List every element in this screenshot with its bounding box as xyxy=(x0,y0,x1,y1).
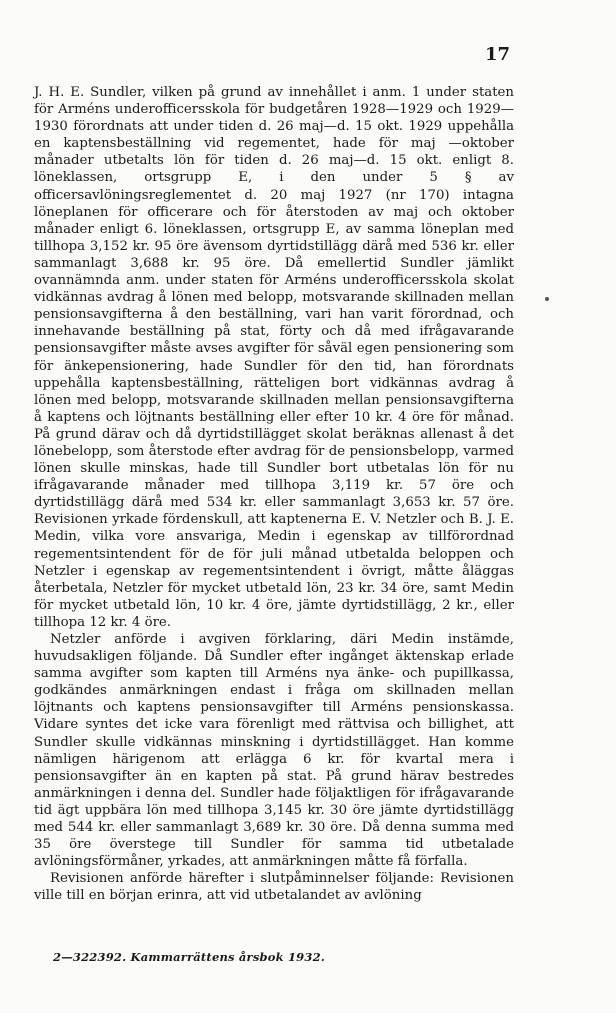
page-number: 17 xyxy=(484,44,510,65)
body-text xyxy=(34,84,514,905)
margin-mark xyxy=(545,297,549,301)
paragraph-1: J. H. E. Sundler, vilken på grund av innehållet i anm. 1 under staten för Arméns underofficersskola för budgetåren 1928—1929 och 1929—1930 förordnats att under tiden d. 26 maj—d. 15 okt. 1929 uppehålla en kaptensbeställning vid regementet, hade för maj —oktober månader utbetalts lön för tiden d. 26 maj—d. 15 okt. enligt 8. löneklassen, ortsgrupp E, i den under 5 § av officersavlöningsreglementet d. 20 maj 1927 (nr 170) intagna löneplanen för officerare och för återstoden av maj och oktober månader enligt 6. löneklassen, ortsgrupp E, av samma löneplan med tillhopa 3,152 kr. 95 öre ävensom dyrtidstillägg därå med 536 kr. eller sammanlagt 3,688 kr. 95 öre. Då emellertid Sundler jämlikt ovannämnda anm. under staten för Arméns underofficersskola skolat vidkännas avdrag å lönen med belopp, motsvarande skillnaden mellan pensionsavgifterna å den beställning, vari han varit förordnad, och innehavande beställning på stat, förty och då med ifrågavarande pensionsavgifter måste avses avgifter för såväl egen pensionering som för änkepensionering, hade Sundler för den tid, han förordnats uppehålla kaptensbeställning, rätteligen bort vidkännas avdrag å lönen med belopp, motsvarande skillnaden mellan pensionsavgifterna å kaptens och löjtnants beställning eller efter 10 kr. 4 öre för månad. På grund därav och då dyrtidstillägget skolat beräknas allenast å det lönebelopp, som återstode efter avdrag för de pensionsbelopp, varmed lönen skulle minskas, hade till Sundler bort utbetalas lön för nu ifrågavarande månader med tillhopa 3,119 kr. 57 öre och dyrtidstillägg därå med 534 kr. eller sammanlagt 3,653 kr. 57 öre. Revisionen yrkade fördenskull, att kaptenerna E. V. Netzler och B. J. E. Medin, vilka vore ansvariga, Medin i egenskap av tillförordnad regementsintendent för de för juli månad utbetalda beloppen och Netzler i egenskap av regementsintendent i övrigt, måtte åläggas återbetala, Netzler för mycket utbetald lön, 23 kr. 34 öre, samt Medin för mycket utbetald lön, 10 kr. 4 öre, jämte dyrtidstillägg, 2 kr., eller tillhopa 12 kr. 4 öre. xyxy=(34,85,514,630)
paragraph-3: Revisionen anförde härefter i slutpåminnelser följande: Revisionen ville till en början erinra, att vid utbetalandet av avlöning xyxy=(34,871,514,904)
page-footer: 2—322392. Kammarrättens årsbok 1932. xyxy=(53,950,325,964)
paragraph-2: Netzler anförde i avgiven förklaring, däri Medin instämde, huvudsakligen följande. Då Sundler efter ingånget äktenskap erlade samma avgifter som kapten till Arméns nya änke- och pupillkassa, godkändes anmärkningen endast i fråga om skillnaden mellan löjtnants och kaptens pensionsavgifter till Arméns pensionskassa. Vidare syntes det icke vara förenligt med rättvisa och billighet, att Sundler skulle vidkännas minskning i dyrtidstillägget. Han komme nämligen härigenom att erlägga 6 kr. för kvartal mera i pensionsavgifter än en kapten på stat. På grund härav bestredes anmärkningen i denna del. Sundler hade följaktligen för ifrågavarande tid ägt uppbära lön med tillhopa 3,145 kr. 30 öre jämte dyrtidstillägg med 544 kr. eller sammanlagt 3,689 kr. 30 öre. Då denna summa med 35 öre överstege till Sundler för samma tid utbetalade avlöningsförmåner, yrkades, att anmärkningen måtte få förfalla. xyxy=(34,632,514,870)
